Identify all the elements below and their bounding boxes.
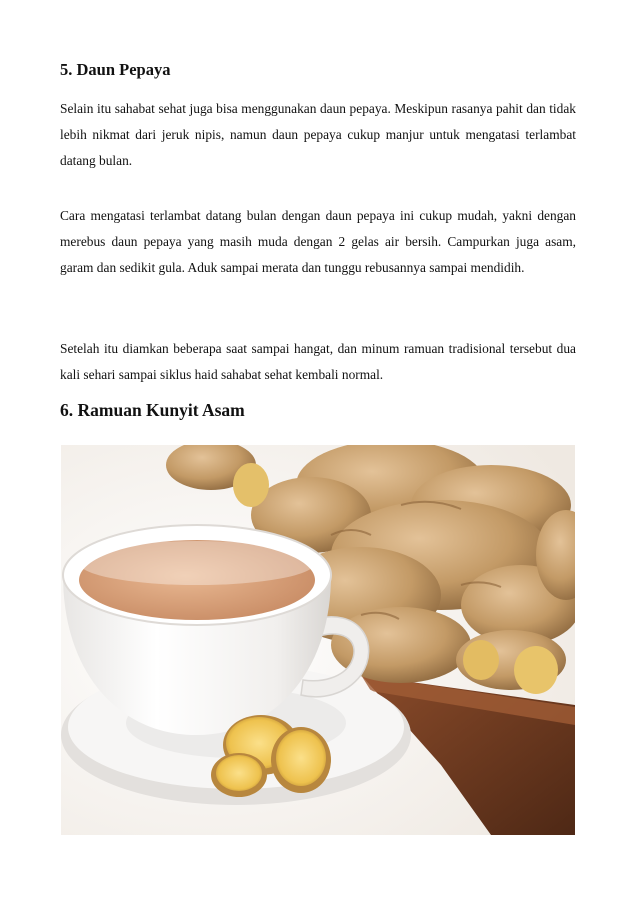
section-5-paragraph-2: Cara mengatasi terlambat datang bulan dengan daun pepaya ini cukup mudah, yakni dengan merebus daun pepaya yang masih muda dengan 2 gelas air bersih. Campurkan juga asam, garam dan sedikit gula. Aduk sampai merata dan tunggu rebusannya sampai mendidih.	[60, 208, 576, 275]
ginger-tea-photo	[61, 445, 575, 835]
section-5-heading: 5. Daun Pepaya	[60, 60, 171, 79]
section-5-paragraph-3: Setelah itu diamkan beberapa saat sampai hangat, dan minum ramuan tradisional tersebut dua kali sehari sampai siklus haid sahabat sehat kembali normal.	[60, 341, 576, 382]
section-5-paragraph-1: Selain itu sahabat sehat juga bisa menggunakan daun pepaya. Meskipun rasanya pahit dan tidak lebih nikmat dari jeruk nipis, namun daun pepaya cukup manjur untuk mengatasi terlambat datang bulan.	[60, 101, 576, 168]
section-6-heading: 6. Ramuan Kunyit Asam	[60, 400, 245, 420]
